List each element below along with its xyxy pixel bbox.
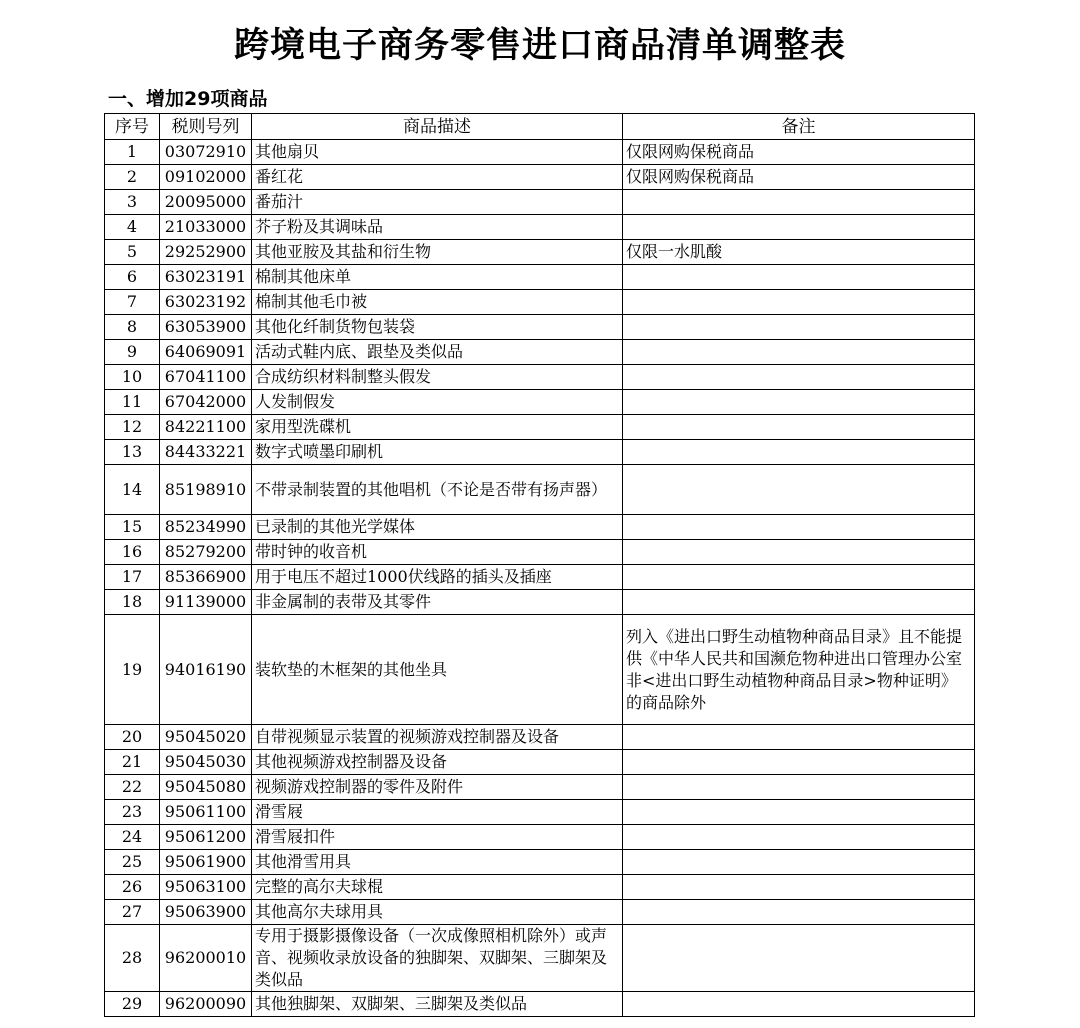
row-desc: 棉制其他毛巾被 <box>252 290 623 315</box>
row-code: 20095000 <box>160 190 252 215</box>
row-code: 94016190 <box>160 615 252 725</box>
table-row <box>105 290 975 315</box>
row-code: 95045020 <box>160 725 252 750</box>
row-no: 14 <box>105 465 160 515</box>
row-no: 22 <box>105 775 160 800</box>
row-desc: 其他视频游戏控制器及设备 <box>252 750 623 775</box>
row-desc: 滑雪屐扣件 <box>252 825 623 850</box>
row-code: 03072910 <box>160 140 252 165</box>
header-no: 序号 <box>105 114 160 140</box>
row-desc: 专用于摄影摄像设备（一次成像照相机除外）或声音、视频收录放设备的独脚架、双脚架、三脚架及类似品 <box>252 925 623 992</box>
document-title: 跨境电子商务零售进口商品清单调整表 <box>233 26 846 66</box>
row-note <box>623 590 975 615</box>
table-row <box>105 992 975 1017</box>
row-desc: 番红花 <box>252 165 623 190</box>
row-no: 17 <box>105 565 160 590</box>
row-desc: 其他高尔夫球用具 <box>252 900 623 925</box>
row-desc: 其他亚胺及其盐和衍生物 <box>252 240 623 265</box>
row-no: 3 <box>105 190 160 215</box>
row-note <box>623 775 975 800</box>
table-row <box>105 215 975 240</box>
row-code: 67041100 <box>160 365 252 390</box>
row-no: 18 <box>105 590 160 615</box>
row-no: 20 <box>105 725 160 750</box>
table-row <box>105 390 975 415</box>
row-no: 12 <box>105 415 160 440</box>
row-desc: 其他化纤制货物包装袋 <box>252 315 623 340</box>
row-desc: 棉制其他床单 <box>252 265 623 290</box>
row-no: 7 <box>105 290 160 315</box>
table-row <box>105 240 975 265</box>
row-desc: 不带录制装置的其他唱机（不论是否带有扬声器） <box>252 465 623 515</box>
table-row <box>105 725 975 750</box>
row-code: 95061100 <box>160 800 252 825</box>
row-no: 19 <box>105 615 160 725</box>
row-desc: 数字式喷墨印刷机 <box>252 440 623 465</box>
row-note <box>623 825 975 850</box>
row-code: 95061200 <box>160 825 252 850</box>
row-desc: 番茄汁 <box>252 190 623 215</box>
table-row <box>105 140 975 165</box>
table-row <box>105 850 975 875</box>
row-desc: 用于电压不超过1000伏线路的插头及插座 <box>252 565 623 590</box>
row-desc: 装软垫的木框架的其他坐具 <box>252 615 623 725</box>
row-desc: 带时钟的收音机 <box>252 540 623 565</box>
row-no: 27 <box>105 900 160 925</box>
row-note <box>623 340 975 365</box>
commodity-table <box>104 113 975 1017</box>
row-note <box>623 540 975 565</box>
row-desc: 自带视频显示装置的视频游戏控制器及设备 <box>252 725 623 750</box>
row-note <box>623 515 975 540</box>
row-no: 10 <box>105 365 160 390</box>
row-note <box>623 900 975 925</box>
table-row <box>105 165 975 190</box>
row-code: 95045080 <box>160 775 252 800</box>
row-note: 列入《进出口野生动植物种商品目录》且不能提供《中华人民共和国濒危物种进出口管理办公室非<进出口野生动植物种商品目录>物种证明》的商品除外 <box>623 615 975 725</box>
row-code: 96200010 <box>160 925 252 992</box>
table-row <box>105 750 975 775</box>
row-code: 64069091 <box>160 340 252 365</box>
row-code: 95061900 <box>160 850 252 875</box>
table-row <box>105 515 975 540</box>
table-row <box>105 415 975 440</box>
row-code: 85279200 <box>160 540 252 565</box>
row-note <box>623 390 975 415</box>
row-no: 23 <box>105 800 160 825</box>
row-note <box>623 190 975 215</box>
row-desc: 芥子粉及其调味品 <box>252 215 623 240</box>
row-code: 63023191 <box>160 265 252 290</box>
row-code: 09102000 <box>160 165 252 190</box>
row-desc: 合成纺织材料制整头假发 <box>252 365 623 390</box>
row-no: 11 <box>105 390 160 415</box>
row-no: 24 <box>105 825 160 850</box>
row-note <box>623 215 975 240</box>
row-note <box>623 440 975 465</box>
row-no: 25 <box>105 850 160 875</box>
section-heading: 一、增加29项商品 <box>108 88 268 110</box>
row-note <box>623 925 975 992</box>
row-desc: 家用型洗碟机 <box>252 415 623 440</box>
row-note: 仅限网购保税商品 <box>623 140 975 165</box>
row-note <box>623 850 975 875</box>
row-code: 96200090 <box>160 992 252 1017</box>
row-note <box>623 315 975 340</box>
row-no: 8 <box>105 315 160 340</box>
table-row <box>105 615 975 725</box>
row-no: 2 <box>105 165 160 190</box>
row-note: 仅限一水肌酸 <box>623 240 975 265</box>
header-note: 备注 <box>623 114 975 140</box>
row-code: 84433221 <box>160 440 252 465</box>
header-code: 税则号列 <box>160 114 252 140</box>
row-code: 85366900 <box>160 565 252 590</box>
row-code: 63023192 <box>160 290 252 315</box>
row-desc: 完整的高尔夫球棍 <box>252 875 623 900</box>
row-code: 91139000 <box>160 590 252 615</box>
row-note <box>623 992 975 1017</box>
row-note <box>623 465 975 515</box>
table-row <box>105 565 975 590</box>
row-no: 26 <box>105 875 160 900</box>
table-row <box>105 465 975 515</box>
row-desc: 其他扇贝 <box>252 140 623 165</box>
row-desc: 视频游戏控制器的零件及附件 <box>252 775 623 800</box>
row-code: 29252900 <box>160 240 252 265</box>
table-row <box>105 825 975 850</box>
row-code: 95063900 <box>160 900 252 925</box>
row-note <box>623 290 975 315</box>
row-note <box>623 800 975 825</box>
row-no: 28 <box>105 925 160 992</box>
row-desc: 其他独脚架、双脚架、三脚架及类似品 <box>252 992 623 1017</box>
row-desc: 其他滑雪用具 <box>252 850 623 875</box>
row-desc: 已录制的其他光学媒体 <box>252 515 623 540</box>
row-code: 85198910 <box>160 465 252 515</box>
row-code: 95045030 <box>160 750 252 775</box>
header-desc: 商品描述 <box>252 114 623 140</box>
table-row <box>105 440 975 465</box>
row-note <box>623 875 975 900</box>
row-no: 9 <box>105 340 160 365</box>
row-no: 13 <box>105 440 160 465</box>
table-row <box>105 875 975 900</box>
table-row <box>105 365 975 390</box>
table-row <box>105 590 975 615</box>
row-note: 仅限网购保税商品 <box>623 165 975 190</box>
table-row <box>105 315 975 340</box>
row-no: 5 <box>105 240 160 265</box>
table-row <box>105 265 975 290</box>
table-row <box>105 540 975 565</box>
row-note <box>623 265 975 290</box>
row-code: 84221100 <box>160 415 252 440</box>
row-code: 95063100 <box>160 875 252 900</box>
row-no: 4 <box>105 215 160 240</box>
table-row <box>105 800 975 825</box>
table-row <box>105 900 975 925</box>
table-row <box>105 925 975 992</box>
table-row <box>105 340 975 365</box>
header-row <box>105 114 975 140</box>
row-desc: 活动式鞋内底、跟垫及类似品 <box>252 340 623 365</box>
row-code: 63053900 <box>160 315 252 340</box>
row-note <box>623 365 975 390</box>
row-no: 15 <box>105 515 160 540</box>
row-note <box>623 725 975 750</box>
row-note <box>623 750 975 775</box>
row-no: 6 <box>105 265 160 290</box>
row-no: 16 <box>105 540 160 565</box>
row-note <box>623 565 975 590</box>
row-no: 1 <box>105 140 160 165</box>
row-code: 85234990 <box>160 515 252 540</box>
row-desc: 非金属制的表带及其零件 <box>252 590 623 615</box>
table-row <box>105 190 975 215</box>
row-desc: 人发制假发 <box>252 390 623 415</box>
row-code: 67042000 <box>160 390 252 415</box>
row-note <box>623 415 975 440</box>
table-row <box>105 775 975 800</box>
row-code: 21033000 <box>160 215 252 240</box>
row-no: 29 <box>105 992 160 1017</box>
row-desc: 滑雪屐 <box>252 800 623 825</box>
row-no: 21 <box>105 750 160 775</box>
